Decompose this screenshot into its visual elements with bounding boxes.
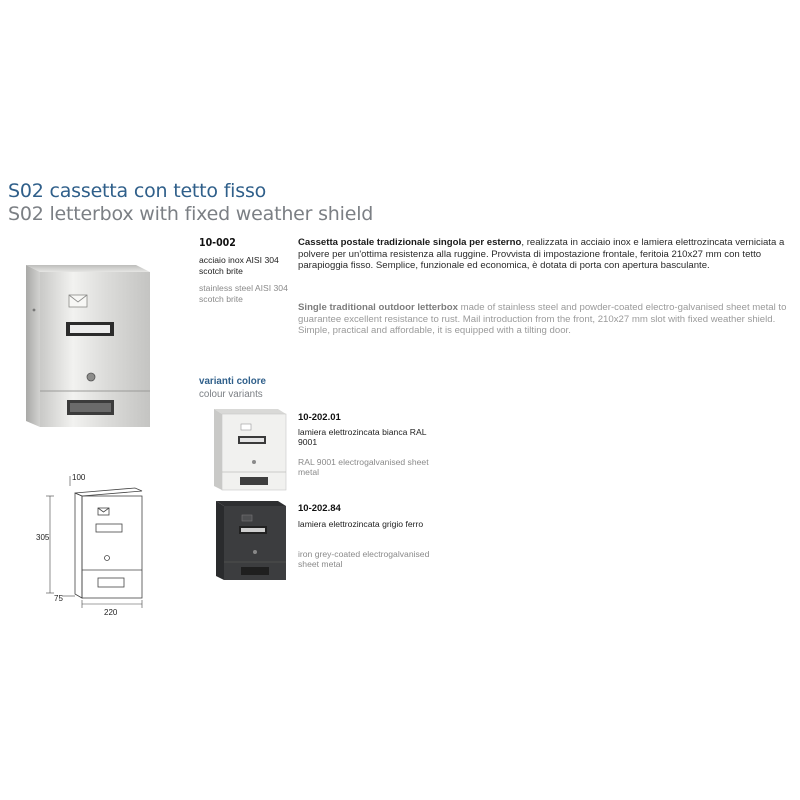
variant-name-english-iron-grey: iron grey-coated electrogalvanised sheet metal [298,549,430,570]
dimension-height-label: 305 [36,533,50,542]
letterbox-stainless-photo [0,235,190,455]
material-italian: acciaio inox AISI 304 scotch brite [199,255,279,276]
variant-name-english-white: RAL 9001 electrogalvanised sheet metal [298,457,429,478]
variant-code-iron-grey: 10-202.84 [298,503,341,514]
description-english [298,302,794,337]
variants-heading-english: colour variants [199,389,263,400]
product-code: 10-002 [199,237,236,249]
page-title-english: S02 letterbox with fixed weather shield [8,203,374,225]
variant-name-italian-iron-grey: lamiera elettrozincata grigio ferro [298,519,424,529]
material-english: stainless steel AISI 304 scotch brite [199,283,288,304]
dimension-width-label: 220 [104,608,118,617]
description-english-body: made of stainless steel and powder-coated electro-galvanised sheet metal to guarantee excellent resistance to rust. Mail introduction from the front, 210x27 mm slot with fixed weather shield. Simple, practical and affordable, it is equipped with a tilting door. [298,302,787,337]
dimension-depth-label: 75 [54,594,63,603]
dimension-top-label: 100 [72,473,86,482]
letterbox-technical-drawing [36,468,170,618]
letterbox-white-photo [212,406,290,492]
description-italian-lead: Cassetta postale tradizionale singola per esterno [298,237,522,248]
variant-name-italian-white: lamiera elettrozincata bianca RAL 9001 [298,427,427,448]
description-english-lead: Single traditional outdoor letterbox [298,302,458,313]
description-italian [298,237,794,272]
variants-heading-italian: varianti colore [199,376,266,387]
variant-code-white: 10-202.01 [298,412,341,423]
page-title-italian: S02 cassetta con tetto fisso [8,180,267,202]
description-italian-body: , realizzata in acciaio inox e lamiera elettrozincata verniciata a polvere per un'ottima resistenza alla ruggine. Provvista di impostazione frontale, feritoia 210x27 mm con tetto parapioggia fisso. Semplice, funzionale ed economica, è dotata di porta con apertura basculante. [298,237,785,272]
letterbox-iron-grey-photo [214,498,290,582]
